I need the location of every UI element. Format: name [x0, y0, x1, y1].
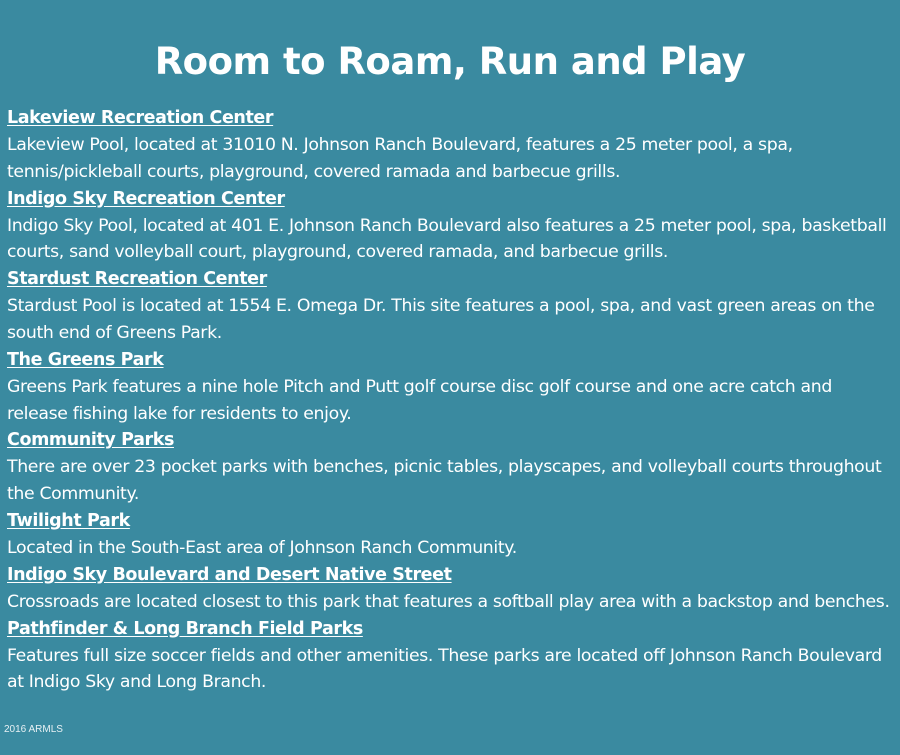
section-indigo-desert	[7, 562, 897, 616]
section-body: There are over 23 pocket parks with benches, picnic tables, playscapes, and volleyball courts throughout the Community.	[7, 457, 882, 505]
page-title: Room to Roam, Run and Play	[154, 40, 746, 83]
amenities-list	[7, 105, 897, 696]
section-indigo-sky	[7, 186, 897, 267]
section-twilight-park	[7, 508, 897, 562]
section-heading: Lakeview Recreation Center	[7, 108, 274, 128]
section-body: Features full size soccer fields and other amenities. These parks are located off Johnson Ranch Boulevard at Indigo Sky and Long Branch.	[7, 645, 882, 693]
section-heading: Community Parks	[7, 430, 174, 451]
section-body: Indigo Sky Pool, located at 401 E. Johnson Ranch Boulevard also features a 25 meter pool, spa, basketball courts, sand volleyball court, playground, covered ramada, and barbecue grills.	[7, 215, 887, 263]
section-stardust	[7, 266, 897, 347]
section-body: Located in the South-East area of Johnson Ranch Community.	[7, 537, 517, 558]
section-lakeview	[7, 105, 897, 186]
section-body: Crossroads are located closest to this park that features a softball play area with a backstop and benches.	[7, 591, 890, 612]
section-pathfinder	[7, 616, 897, 697]
section-heading: Indigo Sky Recreation Center	[7, 188, 285, 209]
section-greens-park	[7, 347, 897, 428]
copyright-watermark: 2016 ARMLS	[4, 724, 63, 735]
section-body: Lakeview Pool, located at 31010 N. Johnson Ranch Boulevard, features a 25 meter pool, a spa, tennis/pickleball courts, playground, covered ramada and barbecue grills.	[7, 135, 793, 182]
section-heading: The Greens Park	[7, 349, 164, 370]
section-heading: Stardust Recreation Center	[7, 269, 267, 290]
section-heading: Twilight Park	[7, 510, 130, 531]
section-heading: Indigo Sky Boulevard and Desert Native Street	[7, 564, 452, 585]
section-heading: Pathfinder & Long Branch Field Parks	[7, 618, 363, 639]
section-body: Greens Park features a nine hole Pitch and Putt golf course disc golf course and one acre catch and release fishing lake for residents to enjoy.	[7, 376, 833, 424]
section-community-parks	[7, 427, 897, 508]
section-body: Stardust Pool is located at 1554 E. Omega Dr. This site features a pool, spa, and vast green areas on the south end of Greens Park.	[7, 296, 875, 343]
